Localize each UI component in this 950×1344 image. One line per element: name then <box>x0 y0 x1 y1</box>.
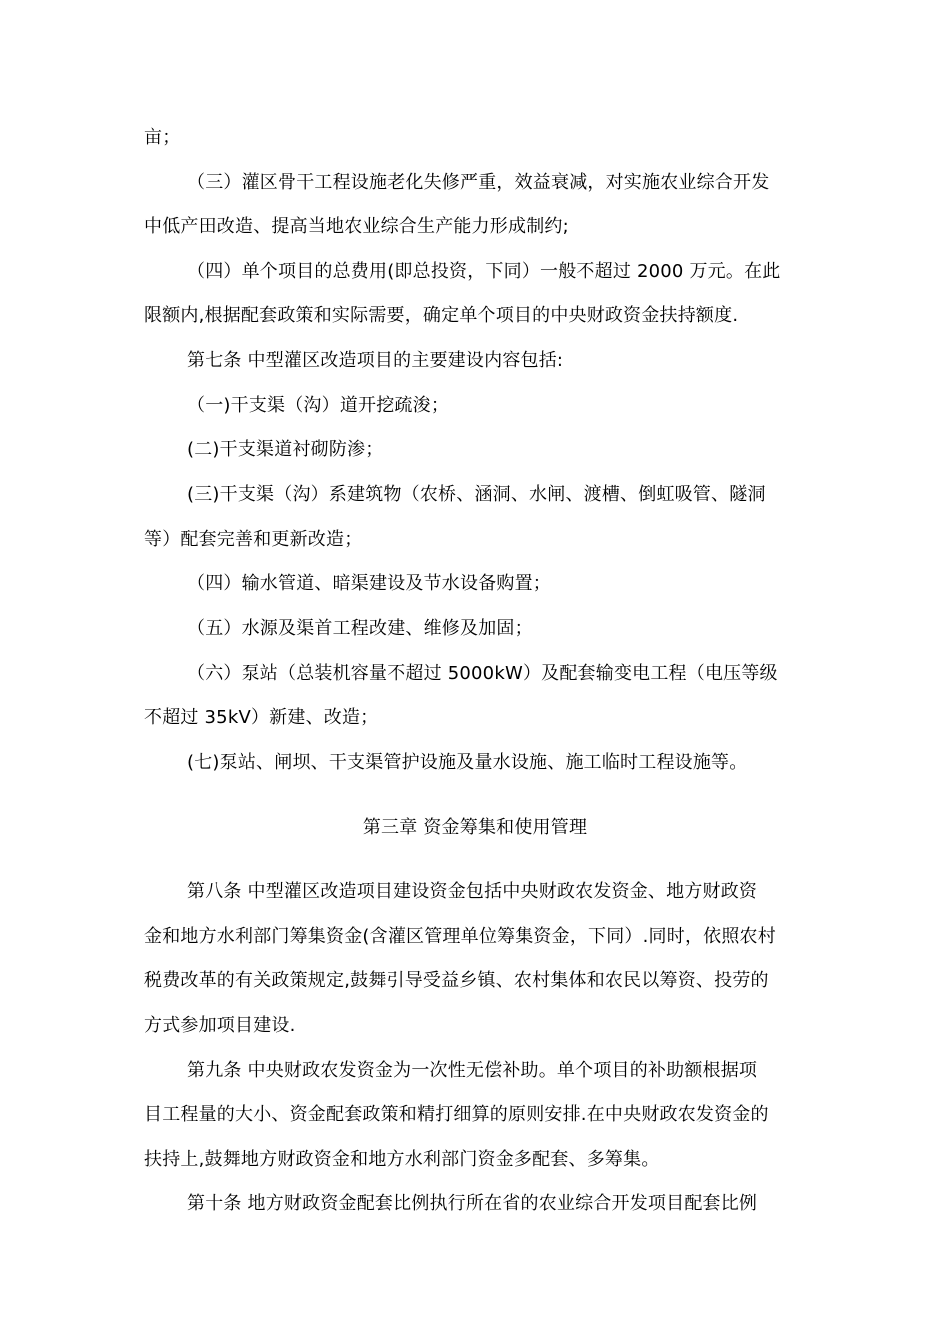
article-heading-8: 第八条 中型灌区改造项目建设资金包括中央财政农发资金、地方财政资 <box>187 881 758 902</box>
list-item: (三)干支渠（沟）系建筑物（农桥、涵洞、水闸、渡槽、倒虹吸管、隧洞 <box>187 484 766 505</box>
text-line: 亩； <box>144 127 181 148</box>
list-item: （六）泵站（总装机容量不超过 5000kW）及配套输变电工程（电压等级 <box>187 663 778 684</box>
text-line: 限额内,根据配套政策和实际需要，确定单个项目的中央财政资金扶持额度. <box>144 305 739 326</box>
list-item: （五）水源及渠首工程改建、维修及加固； <box>187 618 533 639</box>
paragraph-line: （四）单个项目的总费用(即总投资，下同）一般不超过 2000 万元。在此 <box>187 261 781 282</box>
text-line: 等）配套完善和更新改造； <box>144 529 363 550</box>
article-heading-10: 第十条 地方财政资金配套比例执行所在省的农业综合开发项目配套比例 <box>187 1193 758 1214</box>
list-item: （四）输水管道、暗渠建设及节水设备购置； <box>187 573 551 594</box>
list-item: （一)干支渠（沟）道开挖疏浚； <box>187 395 450 416</box>
chapter-heading: 第三章 资金筹集和使用管理 <box>362 817 588 838</box>
text-line: 扶持上,鼓舞地方财政资金和地方水利部门资金多配套、多筹集。 <box>144 1149 660 1170</box>
article-heading-7: 第七条 中型灌区改造项目的主要建设内容包括: <box>187 350 564 371</box>
list-item: (七)泵站、闸坝、干支渠管护设施及量水设施、施工临时工程设施等。 <box>187 752 748 773</box>
text-line: 金和地方水利部门筹集资金(含灌区管理单位筹集资金，下同）.同时，依照农村 <box>144 926 776 947</box>
text-line: 税费改革的有关政策规定,鼓舞引导受益乡镇、农村集体和农民以筹资、投劳的 <box>144 970 769 991</box>
paragraph-line: （三）灌区骨干工程设施老化失修严重，效益衰减，对实施农业综合开发 <box>187 172 770 193</box>
text-line: 不超过 35kV）新建、改造； <box>144 707 379 728</box>
list-item: (二)干支渠道衬砌防渗； <box>187 439 384 460</box>
article-heading-9: 第九条 中央财政农发资金为一次性无偿补助。单个项目的补助额根据项 <box>187 1060 758 1081</box>
text-line: 方式参加项目建设. <box>144 1015 296 1036</box>
text-line: 中低产田改造、提高当地农业综合生产能力形成制约; <box>144 216 569 237</box>
text-line: 目工程量的大小、资金配套政策和精打细算的原则安排.在中央财政农发资金的 <box>144 1104 769 1125</box>
